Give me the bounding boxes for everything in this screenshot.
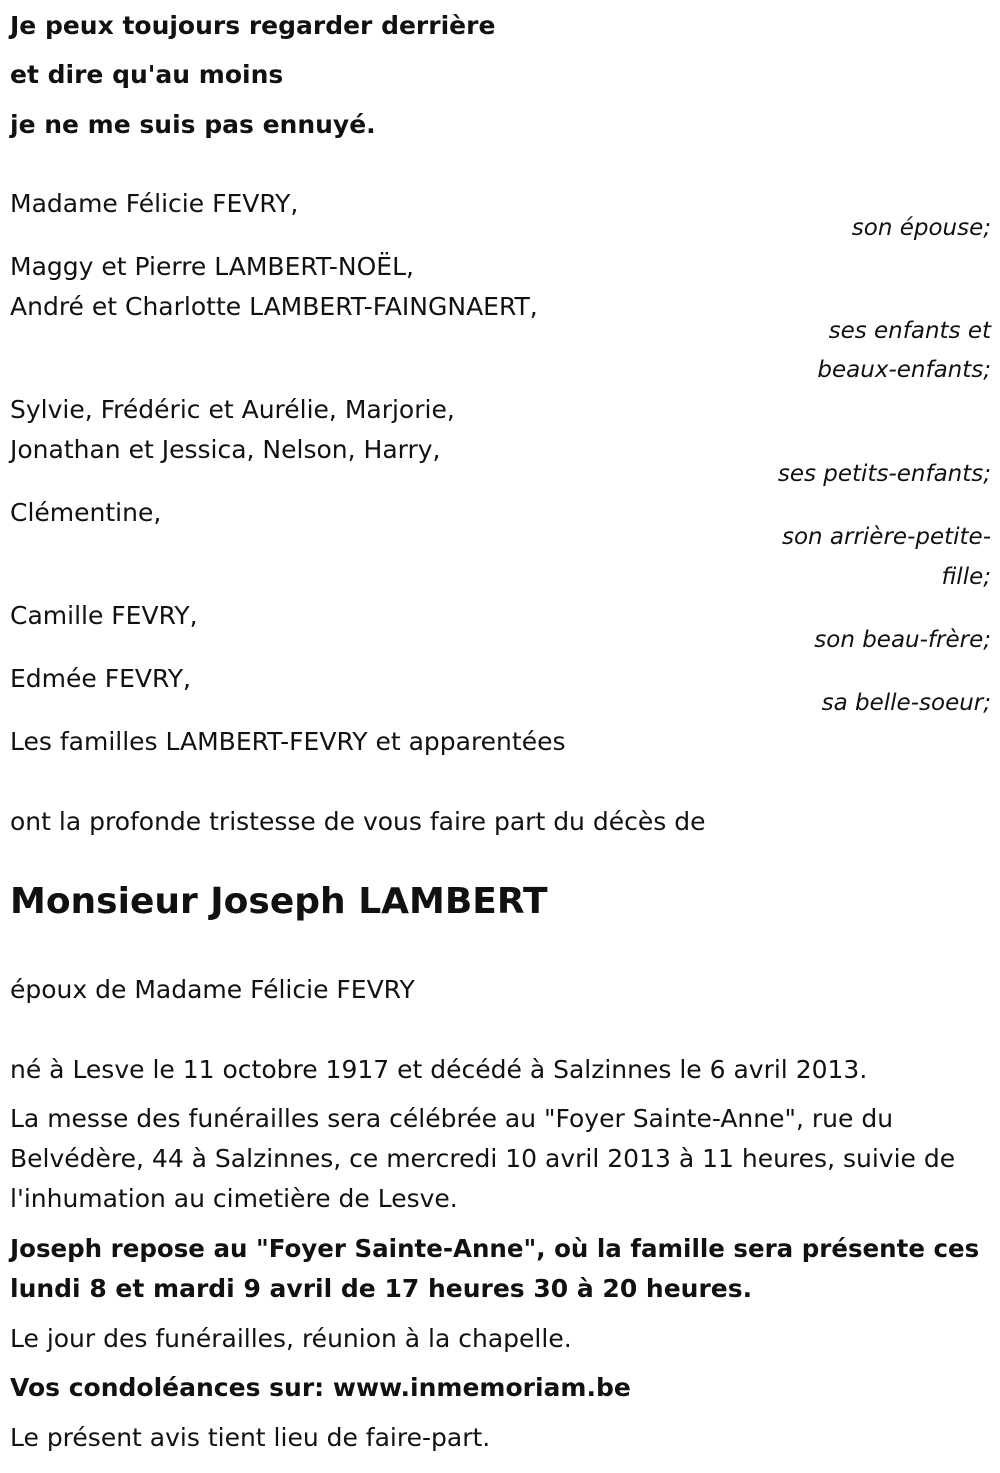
funeral-line-2: Belvédère, 44 à Salzinnes, ce mercredi 10 avril 2013 à 11 heures, suivie de: [10, 1144, 956, 1173]
children-line-1: Maggy et Pierre LAMBERT-NOËL,: [10, 252, 414, 281]
spouse-of: époux de Madame Félicie FEVRY: [10, 975, 415, 1004]
great-grandchild: Clémentine,: [10, 498, 162, 527]
epigraph-line-3: je ne me suis pas ennuyé.: [10, 110, 376, 139]
epigraph-line-1: Je peux toujours regarder derrière: [10, 11, 496, 40]
gathering: Le jour des funérailles, réunion à la chapelle.: [10, 1324, 572, 1353]
great-grandchild-role-1: son arrière-petite-: [781, 524, 991, 550]
families-line: Les familles LAMBERT-FEVRY et apparentées: [10, 727, 566, 756]
brother-in-law-role: son beau-frère;: [814, 627, 991, 653]
deceased-name: Monsieur Joseph LAMBERT: [10, 881, 548, 922]
spouse-role: son épouse;: [851, 215, 991, 241]
sister-in-law-role: sa belle-soeur;: [821, 690, 991, 716]
children-line-2: André et Charlotte LAMBERT-FAINGNAERT,: [10, 292, 538, 321]
birth-death: né à Lesve le 11 octobre 1917 et décédé à Salzinnes le 6 avril 2013.: [10, 1055, 868, 1084]
grandchildren-line-1: Sylvie, Frédéric et Aurélie, Marjorie,: [10, 395, 455, 424]
children-role-2: beaux-enfants;: [817, 357, 991, 383]
spouse-name: Madame Félicie FEVRY,: [10, 189, 299, 218]
visitation-line-1: Joseph repose au "Foyer Sainte-Anne", où la famille sera présente ces: [10, 1234, 980, 1263]
funeral-line-1: La messe des funérailles sera célébrée au "Foyer Sainte-Anne", rue du: [10, 1104, 894, 1133]
brother-in-law: Camille FEVRY,: [10, 601, 198, 630]
announcement: ont la profonde tristesse de vous faire part du décès de: [10, 807, 706, 836]
grandchildren-line-2: Jonathan et Jessica, Nelson, Harry,: [10, 435, 441, 464]
grandchildren-role: ses petits-enfants;: [777, 461, 991, 487]
children-role-1: ses enfants et: [828, 318, 991, 344]
sister-in-law: Edmée FEVRY,: [10, 664, 191, 693]
visitation-line-2: lundi 8 et mardi 9 avril de 17 heures 30 à 20 heures.: [10, 1274, 753, 1303]
great-grandchild-role-2: fille;: [941, 564, 991, 590]
notice: Le présent avis tient lieu de faire-part.: [10, 1423, 491, 1452]
funeral-line-3: l'inhumation au cimetière de Lesve.: [10, 1184, 458, 1213]
epigraph-line-2: et dire qu'au moins: [10, 60, 284, 89]
condolences: Vos condoléances sur: www.inmemoriam.be: [10, 1373, 631, 1402]
